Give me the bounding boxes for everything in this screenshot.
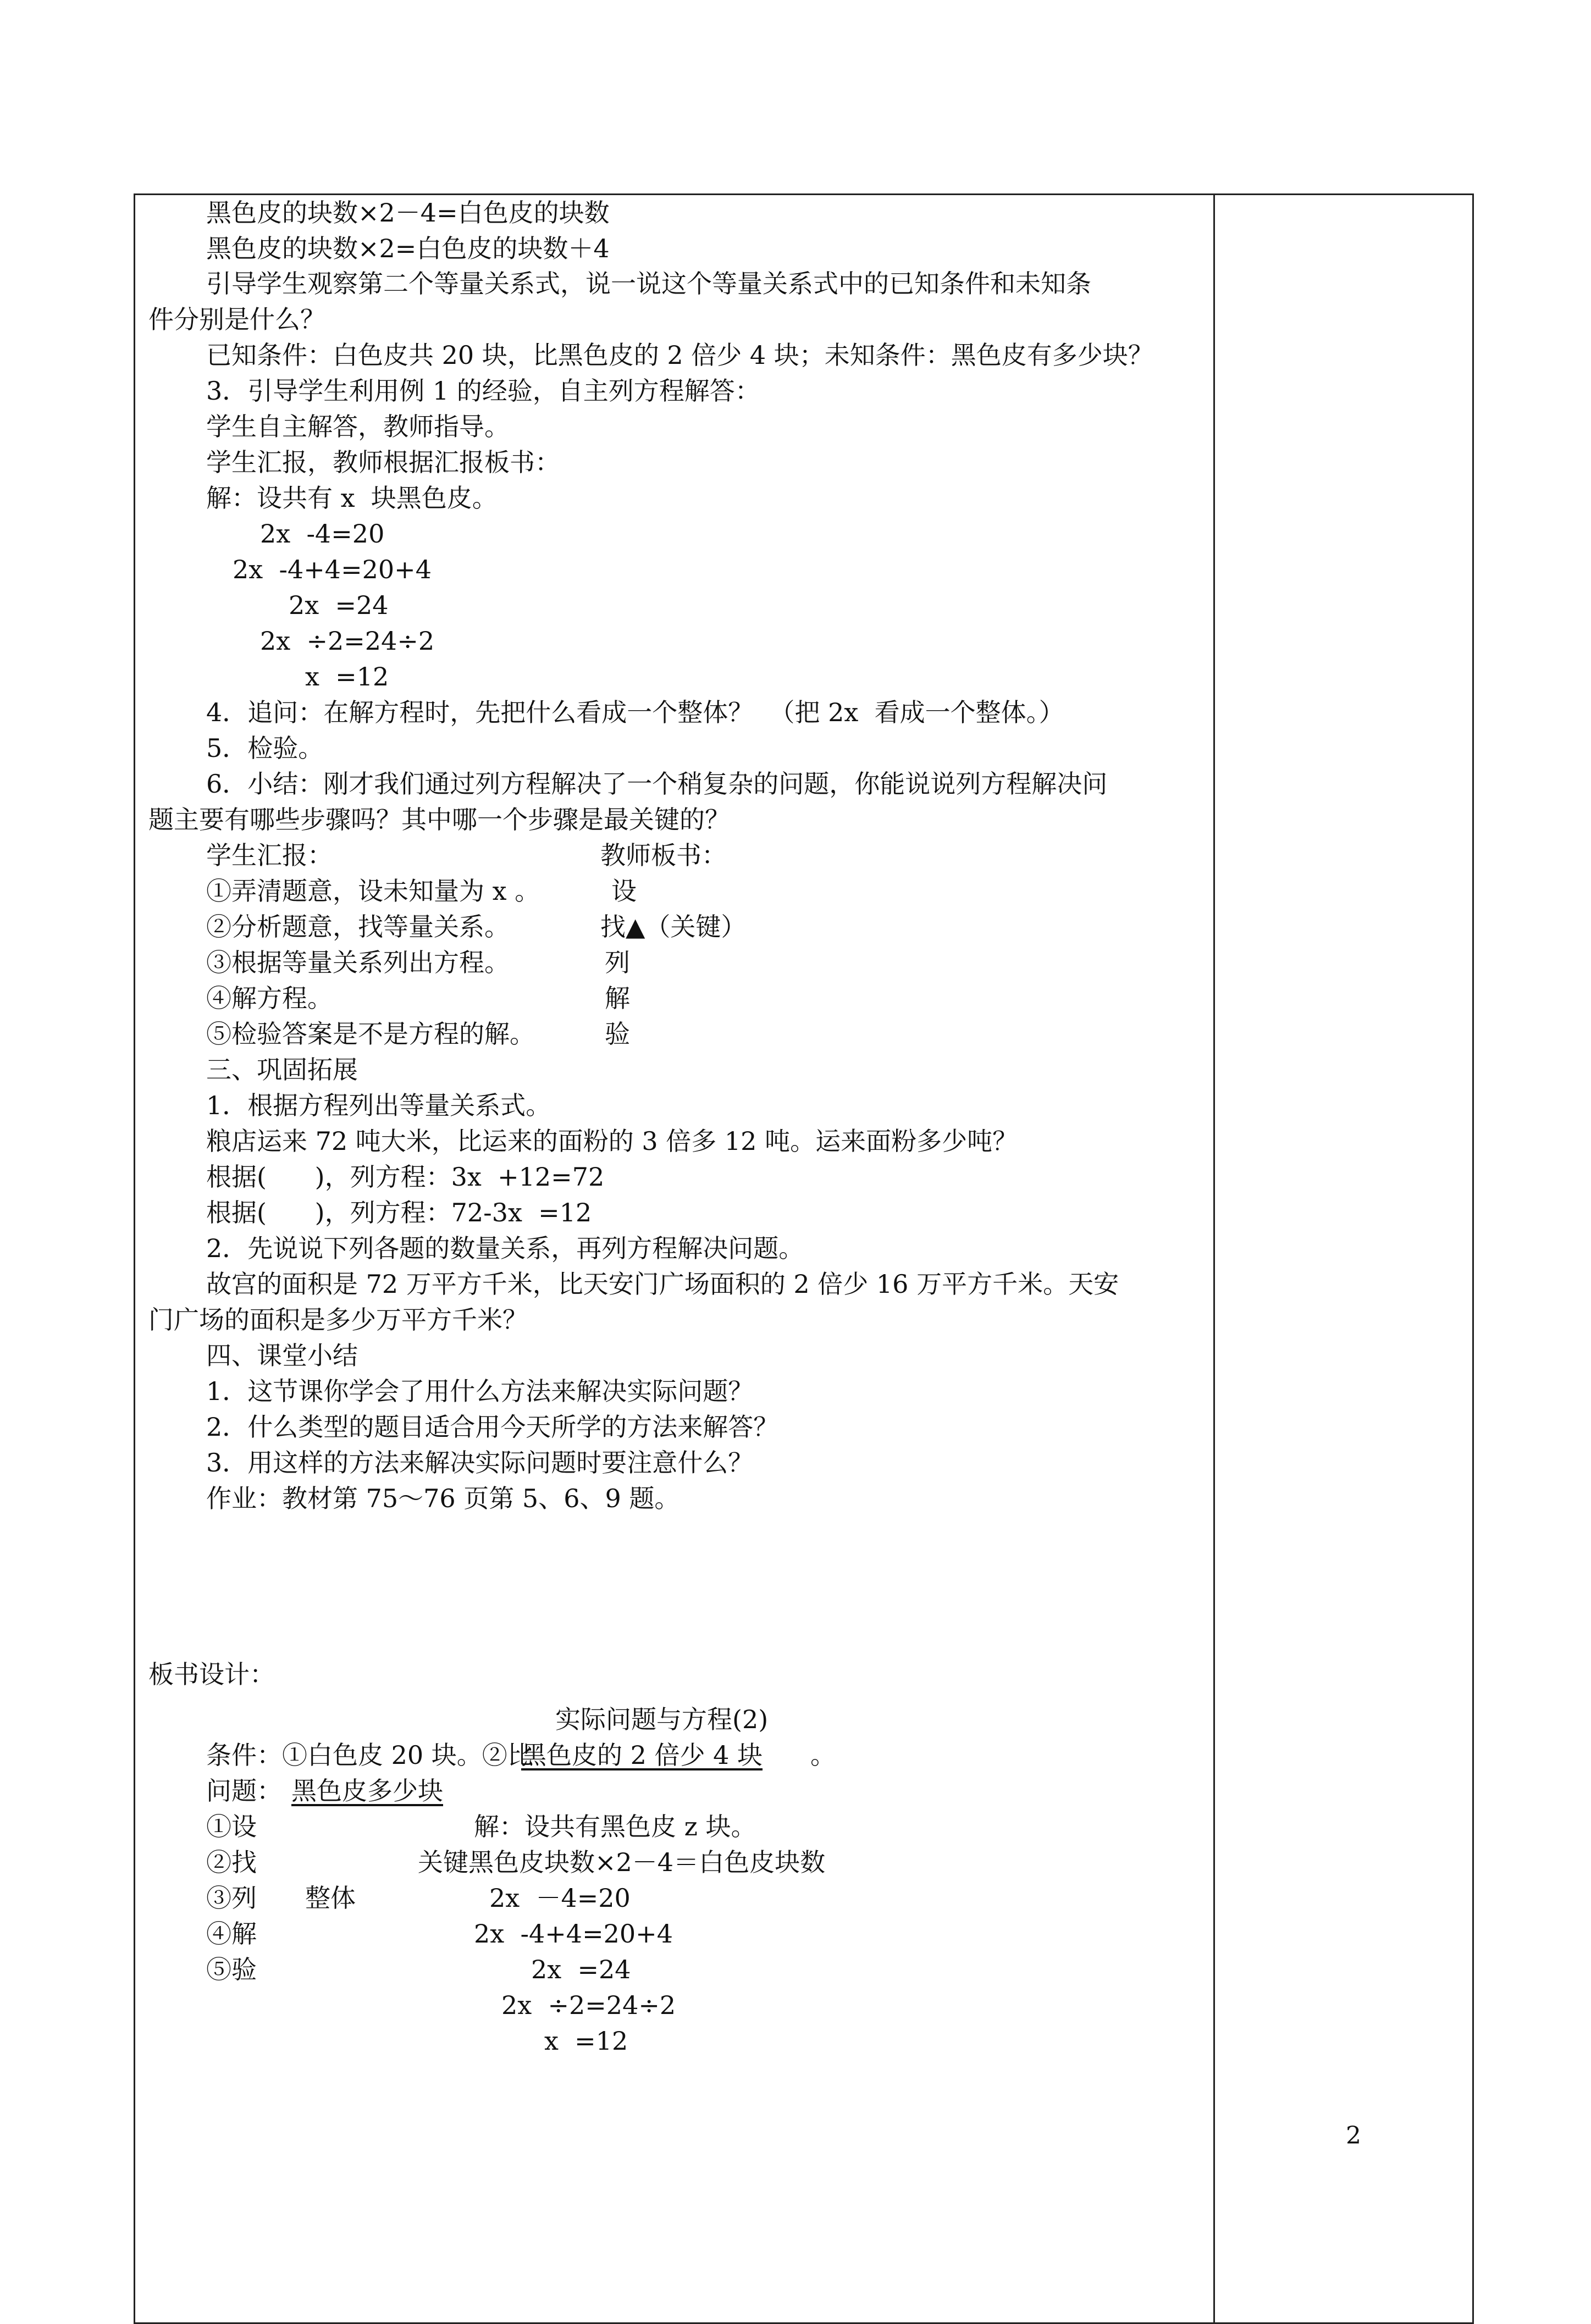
text-line: x =12 [305, 662, 389, 691]
text-line: 故宫的面积是 72 万平方千米，比天安门广场面积的 2 倍少 16 万平方千米。天安 [206, 1269, 1119, 1299]
text-line: 根据( )，列方程：72-3x =12 [206, 1198, 592, 1227]
text-line: 5．检验。 [206, 733, 324, 763]
text-line: ③列 [206, 1883, 257, 1913]
notes-column [1215, 195, 1473, 2322]
text-line: ③根据等量关系列出方程。 [206, 948, 510, 977]
text-line: 3．引导学生利用例 1 的经验，自主列方程解答： [206, 376, 760, 406]
text-line: 件分别是什么？ [148, 305, 325, 334]
text-line: 设 [611, 876, 637, 906]
text-line: 2x -4+4=20+4 [233, 555, 432, 584]
text-line: 三、巩固拓展 [206, 1055, 358, 1084]
text-line: 2x ÷2=24÷2 [260, 626, 435, 656]
text-line: ④解 [206, 1919, 257, 1949]
text-line: 黑色皮的块数×2－4=白色皮的块数 [206, 198, 610, 228]
text-line: x =12 [544, 2026, 628, 2056]
text-line: 验 [605, 1019, 630, 1049]
text-line: 解 [605, 983, 630, 1013]
text-line: 黑色皮的 2 倍少 4 块 [521, 1740, 763, 1770]
text-line: 作业：教材第 75～76 页第 5、6、9 题。 [206, 1484, 680, 1513]
text-line: 问题： [206, 1776, 282, 1806]
text-line: 解：设共有黑色皮 z 块。 [474, 1812, 756, 1841]
text-line: 列 [605, 948, 630, 977]
text-line: 整体 [305, 1883, 356, 1913]
text-line: 找▲（关键） [600, 912, 747, 942]
text-line: 2．先说说下列各题的数量关系，再列方程解决问题。 [206, 1233, 804, 1263]
text-line: 已知条件：白色皮共 20 块，比黑色皮的 2 倍少 4 块；未知条件：黑色皮有多少块？ [206, 340, 1153, 370]
text-line: ①弄清题意，设未知量为 x 。 [206, 876, 540, 906]
text-line: 解：设共有 x 块黑色皮。 [206, 483, 498, 513]
text-line: 四、课堂小结 [206, 1341, 358, 1370]
text-line: 门广场的面积是多少万平方千米？ [148, 1305, 528, 1335]
text-line: 板书设计： [148, 1659, 275, 1689]
text-line: 学生汇报： [206, 840, 333, 870]
text-line: 1．这节课你学会了用什么方法来解决实际问题？ [206, 1376, 754, 1406]
text-line: 3．用这样的方法来解决实际问题时要注意什么？ [206, 1448, 754, 1478]
text-line: 2x =24 [289, 590, 389, 620]
text-line: 黑色皮多少块 [291, 1776, 443, 1806]
text-line: 根据( )，列方程：3x +12=72 [206, 1162, 605, 1192]
text-line: 黑色皮的块数×2=白色皮的块数＋4 [206, 234, 610, 263]
text-line: 条件：①白色皮 20 块。②比 [206, 1740, 533, 1770]
text-line: 学生汇报，教师根据汇报板书： [206, 447, 560, 477]
text-line: 2x =24 [531, 1955, 631, 1984]
text-line: 引导学生观察第二个等量关系式，说一说这个等量关系式中的已知条件和未知条 [206, 269, 1091, 298]
text-line: ②分析题意，找等量关系。 [206, 912, 510, 942]
text-line: 实际问题与方程(2) [555, 1705, 769, 1734]
text-line: ④解方程。 [206, 983, 333, 1013]
text-line: 2x ÷2=24÷2 [501, 1990, 676, 2020]
text-line: 1．根据方程列出等量关系式。 [206, 1091, 551, 1120]
text-line: 2x －4=20 [489, 1883, 631, 1913]
text-line: 4．追问：在解方程时，先把什么看成一个整体？ （把 2x 看成一个整体。） [206, 698, 1064, 727]
text-line: 题主要有哪些步骤吗？其中哪一个步骤是最关键的？ [148, 805, 730, 834]
text-line: ⑤检验答案是不是方程的解。 [206, 1019, 535, 1049]
text-line: 。 [810, 1740, 836, 1770]
text-line: ②找 [206, 1847, 257, 1877]
text-line: ①设 [206, 1812, 257, 1841]
text-line: 2x -4=20 [260, 519, 385, 549]
text-line: 6．小结：刚才我们通过列方程解决了一个稍复杂的问题，你能说说列方程解决问 [206, 769, 1108, 799]
text-line: 教师板书： [600, 840, 727, 870]
text-line: 2．什么类型的题目适合用今天所学的方法来解答？ [206, 1412, 779, 1442]
page-number: 2 [1346, 2122, 1361, 2150]
text-line: 关键黑色皮块数×2－4＝白色皮块数 [418, 1847, 826, 1877]
text-line: ⑤验 [206, 1955, 257, 1984]
text-line: 学生自主解答，教师指导。 [206, 412, 510, 441]
text-line: 2x -4+4=20+4 [474, 1919, 673, 1949]
text-line: 粮店运来 72 吨大米，比运来的面粉的 3 倍多 12 吨。运来面粉多少吨？ [206, 1126, 1018, 1156]
